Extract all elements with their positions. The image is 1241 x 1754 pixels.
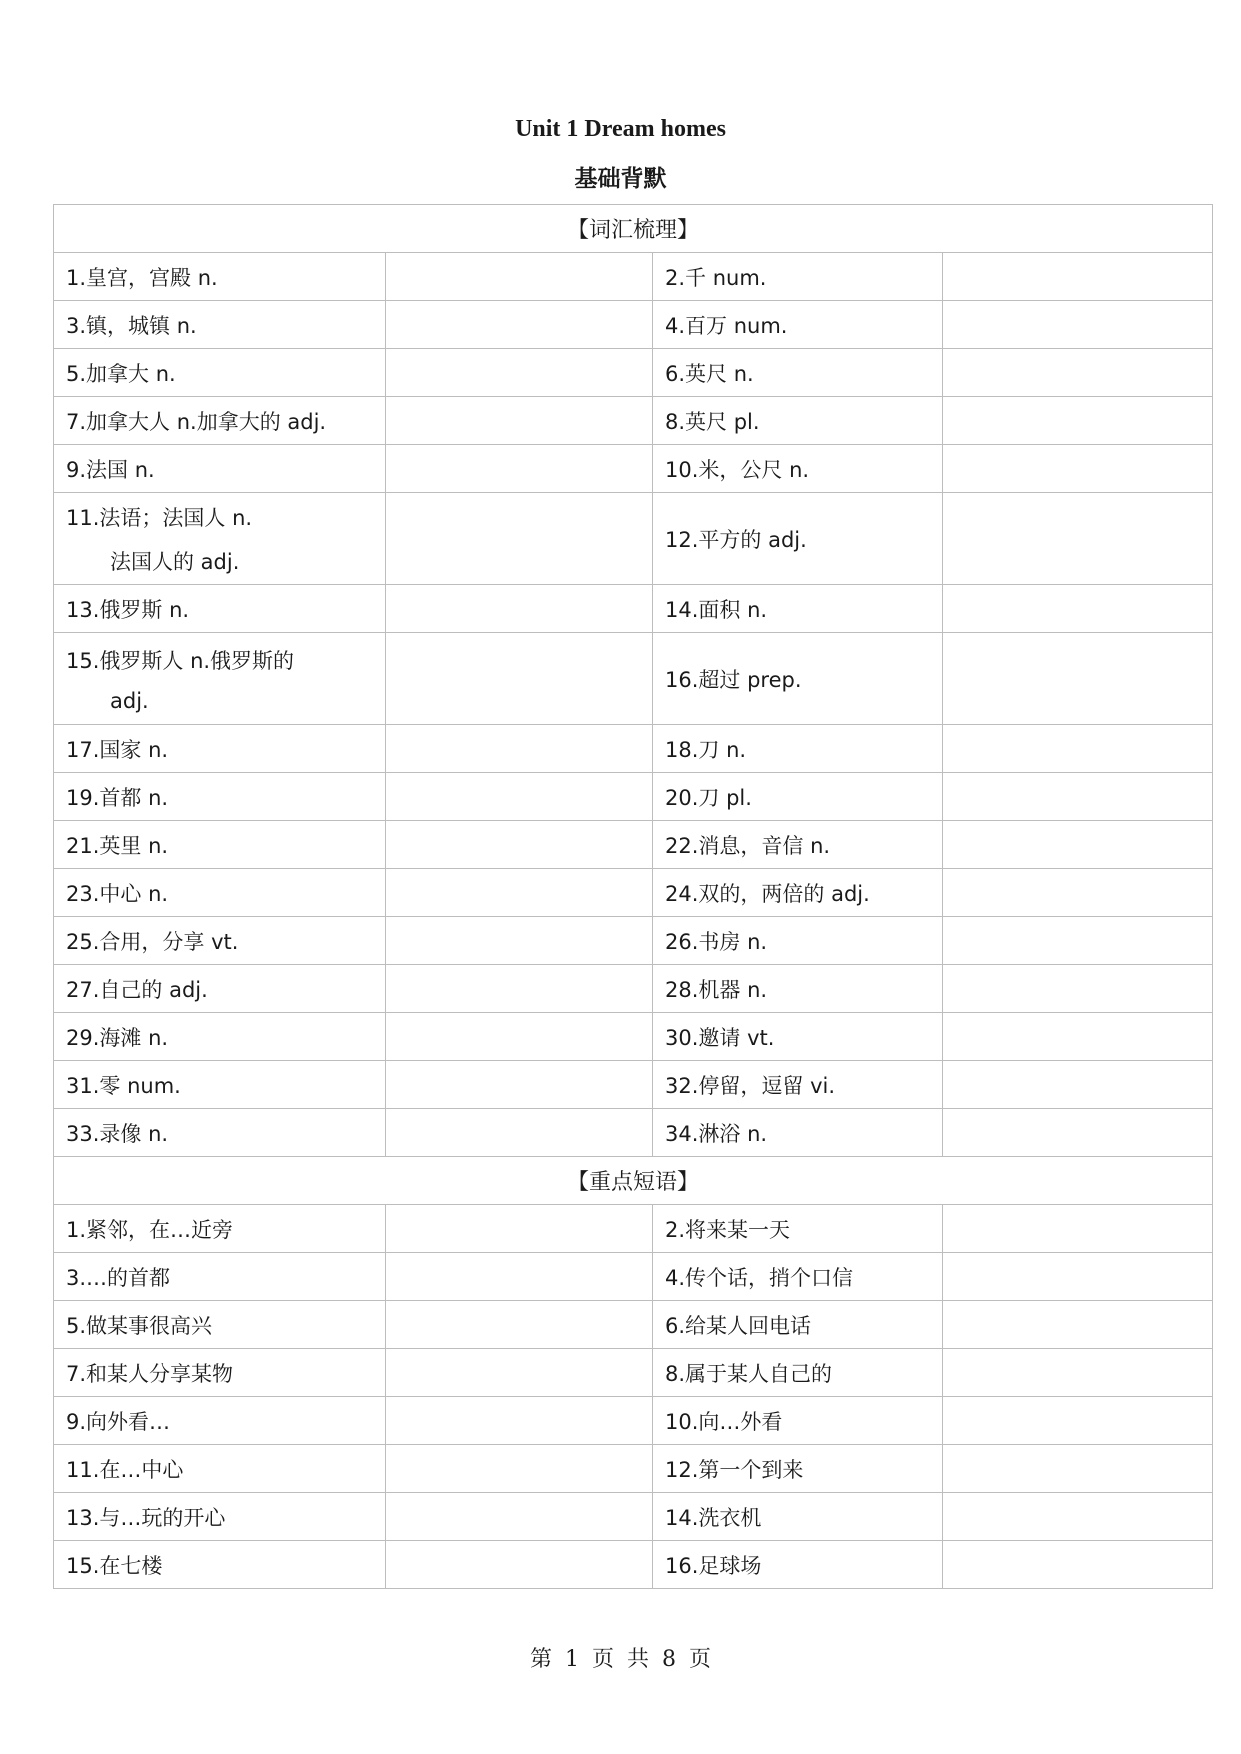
prompt-text: 34.淋浴 n. [665,1121,768,1146]
answer-cell[interactable] [943,1013,1213,1061]
prompt-cell [653,445,943,493]
table-row [54,965,1213,1013]
prompt-cell [54,1205,386,1253]
prompt-text: 15.俄罗斯人 n.俄罗斯的 [66,648,295,673]
answer-cell[interactable] [943,1301,1213,1349]
prompt-text: 30.邀请 vt. [665,1025,775,1050]
prompt-cell [54,1445,386,1493]
answer-cell[interactable] [943,1109,1213,1157]
answer-cell[interactable] [943,253,1213,301]
prompt-text: 13.与…玩的开心 [66,1505,226,1530]
prompt-cell [54,1301,386,1349]
prompt-text: 22.消息，音信 n. [665,833,831,858]
prompt-text: 16.足球场 [665,1553,762,1578]
answer-cell[interactable] [943,869,1213,917]
table-row [54,1349,1213,1397]
prompt-cell [653,585,943,633]
prompt-text: 32.停留，逗留 vi. [665,1073,836,1098]
prompt-cell [54,445,386,493]
prompt-cell [653,1397,943,1445]
answer-cell[interactable] [386,1205,653,1253]
table-row [54,493,1213,585]
table-row [54,1061,1213,1109]
answer-cell[interactable] [943,1493,1213,1541]
prompt-cell [54,397,386,445]
table-row [54,253,1213,301]
prompt-cell [54,1541,386,1589]
answer-cell[interactable] [386,397,653,445]
prompt-cell [54,1061,386,1109]
answer-cell[interactable] [943,1349,1213,1397]
table-row [54,1493,1213,1541]
prompt-text: 10.米，公尺 n. [665,457,810,482]
answer-cell[interactable] [386,965,653,1013]
table-row [54,821,1213,869]
answer-cell[interactable] [943,917,1213,965]
prompt-text: 26.书房 n. [665,929,768,954]
answer-cell[interactable] [386,773,653,821]
prompt-text: 14.洗衣机 [665,1505,762,1530]
table-row [54,1445,1213,1493]
prompt-text: 18.刀 n. [665,737,747,762]
prompt-cell [653,1349,943,1397]
prompt-text: 23.中心 n. [66,881,169,906]
prompt-text: 2.将来某一天 [665,1217,791,1242]
prompt-cell [653,869,943,917]
answer-cell[interactable] [386,493,653,585]
prompt-cell [54,253,386,301]
answer-cell[interactable] [386,1445,653,1493]
prompt-text: 4.百万 num. [665,313,788,338]
answer-cell[interactable] [386,1493,653,1541]
prompt-text: 7.和某人分享某物 [66,1361,234,1386]
prompt-cell [653,917,943,965]
prompt-text: 12.平方的 adj. [665,527,807,552]
answer-cell[interactable] [386,1013,653,1061]
prompt-cell [54,773,386,821]
table-row [54,1253,1213,1301]
prompt-text: 8.英尺 pl. [665,409,760,434]
prompt-text: 4.传个话，捎个口信 [665,1265,854,1290]
prompt-text: 1.皇宫，宫殿 n. [66,265,218,290]
prompt-cell [54,917,386,965]
worksheet-table [53,204,1213,1589]
table-row [54,445,1213,493]
prompt-cell [653,1253,943,1301]
prompt-cell [54,1253,386,1301]
prompt-cell [54,493,386,585]
answer-cell[interactable] [386,1109,653,1157]
answer-cell[interactable] [386,1301,653,1349]
prompt-cell [653,965,943,1013]
prompt-text: 15.在七楼 [66,1553,163,1578]
prompt-text: 21.英里 n. [66,833,169,858]
prompt-text: 31.零 num. [66,1073,181,1098]
answer-cell[interactable] [386,301,653,349]
prompt-cell [54,1013,386,1061]
prompt-cell [54,725,386,773]
prompt-cell [653,1061,943,1109]
answer-cell[interactable] [386,725,653,773]
prompt-cell [653,1445,943,1493]
answer-cell[interactable] [386,253,653,301]
prompt-text: 28.机器 n. [665,977,768,1002]
answer-cell[interactable] [943,1205,1213,1253]
prompt-text: 2.千 num. [665,265,767,290]
prompt-text: 5.加拿大 n. [66,361,176,386]
prompt-cell [653,1541,943,1589]
table-row [54,1109,1213,1157]
page-number: 第 1 页 共 8 页 [530,1647,711,1672]
answer-cell[interactable] [386,1397,653,1445]
prompt-text: 20.刀 pl. [665,785,752,810]
answer-cell[interactable] [943,633,1213,725]
table-row [54,917,1213,965]
answer-cell[interactable] [943,965,1213,1013]
table-row [54,1541,1213,1589]
prompt-cell [54,1349,386,1397]
prompt-cell [653,633,943,725]
section-header: 【词汇梳理】 [54,205,1213,253]
prompt-cell [54,301,386,349]
answer-cell[interactable] [386,585,653,633]
table-row [54,1301,1213,1349]
page-title: Unit 1 Dream homes [515,116,726,142]
prompt-cell [54,585,386,633]
prompt-text: 16.超过 prep. [665,667,802,692]
prompt-cell [653,397,943,445]
prompt-cell [54,1397,386,1445]
prompt-text: 14.面积 n. [665,597,768,622]
prompt-cell [653,301,943,349]
answer-cell[interactable] [943,397,1213,445]
prompt-cell [653,1493,943,1541]
answer-cell[interactable] [943,1397,1213,1445]
prompt-text: 6.给某人回电话 [665,1313,812,1338]
prompt-text: adj. [110,688,149,713]
prompt-text: 8.属于某人自己的 [665,1361,833,1386]
prompt-text: 1.紧邻，在…近旁 [66,1217,234,1242]
answer-cell[interactable] [386,917,653,965]
prompt-cell [54,1493,386,1541]
prompt-text: 27.自己的 adj. [66,977,208,1002]
table-row [54,1013,1213,1061]
answer-cell[interactable] [943,301,1213,349]
prompt-text: 13.俄罗斯 n. [66,597,190,622]
prompt-text: 17.国家 n. [66,737,169,762]
answer-cell[interactable] [943,1061,1213,1109]
prompt-text: 9.向外看… [66,1409,171,1434]
table-row [54,869,1213,917]
table-row [54,773,1213,821]
prompt-cell [653,1301,943,1349]
prompt-cell [653,821,943,869]
prompt-text: 3.镇，城镇 n. [66,313,197,338]
prompt-cell [653,725,943,773]
answer-cell[interactable] [943,493,1213,585]
page-subtitle: 基础背默 [574,166,667,192]
prompt-text: 12.第一个到来 [665,1457,804,1482]
answer-cell[interactable] [386,1253,653,1301]
prompt-text: 10.向…外看 [665,1409,783,1434]
answer-cell[interactable] [943,585,1213,633]
table-row [54,397,1213,445]
answer-cell[interactable] [386,445,653,493]
prompt-cell [54,633,386,725]
answer-cell[interactable] [943,725,1213,773]
answer-cell[interactable] [386,1061,653,1109]
prompt-cell [54,869,386,917]
answer-cell[interactable] [943,821,1213,869]
prompt-cell [653,1109,943,1157]
prompt-cell [653,1205,943,1253]
section-header-row [54,205,1213,253]
table-row [54,585,1213,633]
answer-cell[interactable] [943,1541,1213,1589]
answer-cell[interactable] [386,1349,653,1397]
prompt-text: 7.加拿大人 n.加拿大的 adj. [66,409,327,434]
prompt-cell [54,821,386,869]
answer-cell[interactable] [943,1253,1213,1301]
prompt-cell [653,773,943,821]
prompt-text: 法国人的 adj. [110,549,240,574]
prompt-text: 9.法国 n. [66,457,155,482]
prompt-text: 29.海滩 n. [66,1025,169,1050]
prompt-cell [54,965,386,1013]
prompt-cell [653,349,943,397]
prompt-text: 11.在…中心 [66,1457,184,1482]
table-row [54,1205,1213,1253]
prompt-text: 25.合用，分享 vt. [66,929,239,954]
answer-cell[interactable] [943,349,1213,397]
answer-cell[interactable] [386,633,653,725]
prompt-text: 19.首都 n. [66,785,169,810]
table-row [54,1397,1213,1445]
answer-cell[interactable] [386,821,653,869]
prompt-text: 5.做某事很高兴 [66,1313,213,1338]
prompt-text: 11.法语；法国人 n. [66,505,253,530]
section-header: 【重点短语】 [54,1157,1213,1205]
answer-cell[interactable] [943,1445,1213,1493]
answer-cell[interactable] [943,773,1213,821]
prompt-cell [653,253,943,301]
prompt-text: 3.…的首都 [66,1265,171,1290]
prompt-cell [653,493,943,585]
answer-cell[interactable] [386,349,653,397]
answer-cell[interactable] [386,1541,653,1589]
table-row [54,633,1213,725]
prompt-text: 6.英尺 n. [665,361,754,386]
table-row [54,301,1213,349]
answer-cell[interactable] [386,869,653,917]
prompt-text: 24.双的，两倍的 adj. [665,881,870,906]
answer-cell[interactable] [943,445,1213,493]
table-row [54,725,1213,773]
prompt-text: 33.录像 n. [66,1121,169,1146]
prompt-cell [653,1013,943,1061]
table-row [54,349,1213,397]
prompt-cell [54,349,386,397]
section-header-row [54,1157,1213,1205]
prompt-cell [54,1109,386,1157]
